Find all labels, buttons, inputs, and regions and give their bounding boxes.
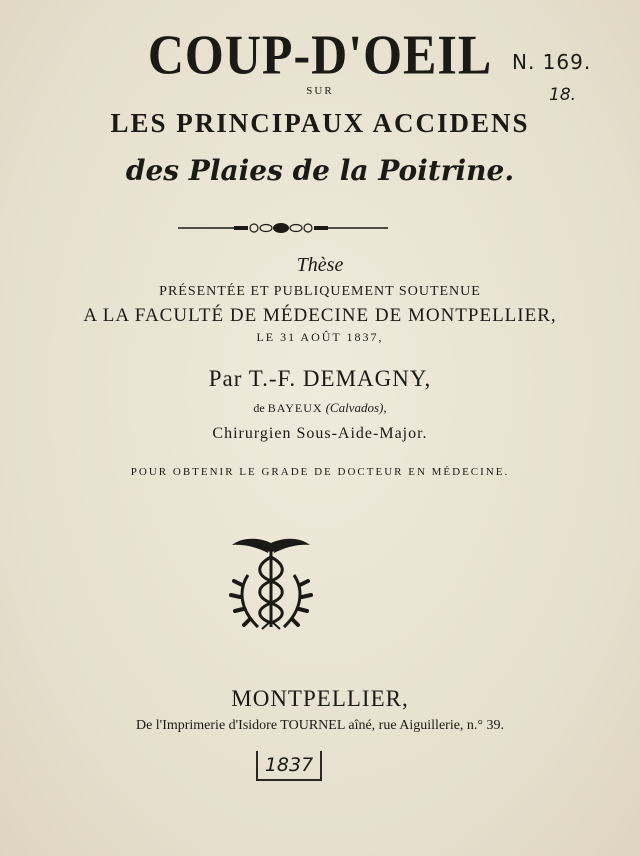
these-label: Thèse [296, 254, 344, 276]
sur-label: SUR [306, 85, 334, 97]
defense-date: LE 31 AOÛT 1837, [256, 330, 384, 344]
shelfmark-number: N. 169. [512, 50, 592, 74]
origin-place: BAYEUX [267, 401, 323, 415]
handwritten-year: 1837 [256, 751, 322, 781]
faculty-line: A LA FACULTÉ DE MÉDECINE DE MONTPELLIER, [83, 305, 557, 326]
subtitle-line-2: des Plaies de la Poitrine. [125, 154, 515, 187]
main-title: COUP-D'OEIL [147, 23, 493, 86]
printer-line: De l'Imprimerie d'Isidore TOURNEL aîné, rue Aiguillerie, n.° 39. [135, 718, 505, 733]
city-name: MONTPELLIER, [231, 686, 409, 711]
author-origin [0, 400, 640, 416]
caduceus-icon [228, 535, 314, 635]
origin-region: (Calvados), [325, 400, 387, 415]
ornamental-rule-icon [178, 222, 388, 234]
origin-prefix: de [253, 401, 265, 415]
degree-line: POUR OBTENIR LE GRADE DE DOCTEUR EN MÉDECINE. [130, 466, 510, 478]
subtitle-line-1: LES PRINCIPAUX ACCIDENS [110, 108, 530, 138]
author-line: Par T.-F. DEMAGNY, [208, 366, 432, 391]
author-title: Chirurgien Sous-Aide-Major. [212, 425, 428, 442]
shelfmark-secondary: 18. [549, 85, 577, 105]
presentation-line: PRÉSENTÉE ET PUBLIQUEMENT SOUTENUE [159, 284, 481, 299]
